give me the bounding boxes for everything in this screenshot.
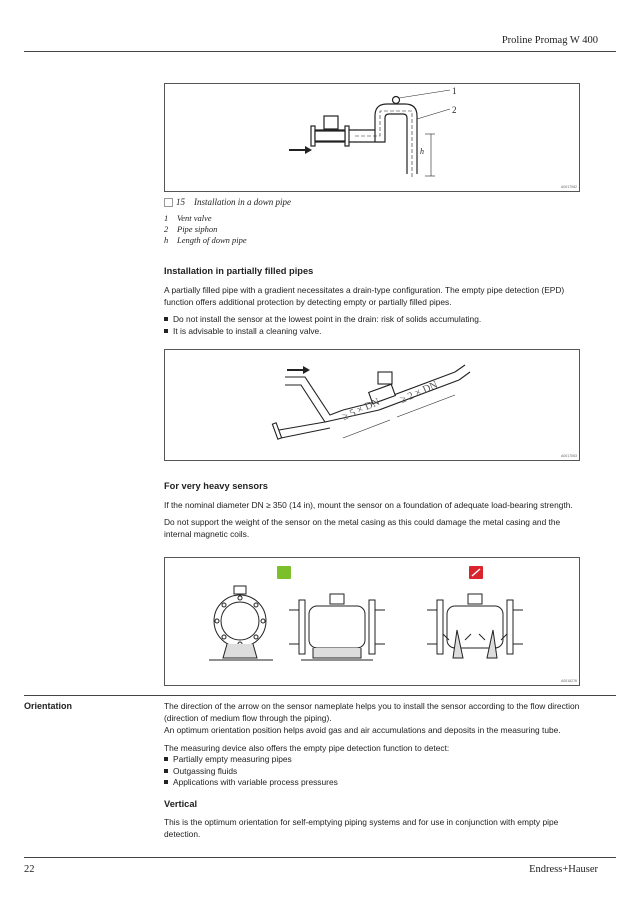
section-title-partial: Installation in partially filled pipes [164, 266, 314, 276]
dimension-2dn: ≥ 2 × DN [398, 379, 440, 406]
footer-rule [24, 857, 616, 858]
heavy-paragraph-2: Do not support the weight of the sensor on the metal casing as this could damage the metal casing and the internal magnetic coils. [164, 517, 561, 539]
figure-icon [164, 198, 173, 207]
flow-arrow-icon [289, 146, 312, 154]
list-item: Outgassing fluids [164, 766, 338, 778]
section-title-orientation: Orientation [24, 701, 73, 711]
label-h: h [420, 147, 424, 156]
partial-paragraph: A partially filled pipe with a gradient necessitates a drain-type configuration. The empty pipe detection (EPD) function offers additional protection by detecting empty or partially filled pipes. [164, 285, 565, 307]
not-ok-icon [469, 566, 483, 579]
vertical-paragraph: This is the optimum orientation for self-emptying piping systems and for use in conjunction with empty pipe detection. [164, 817, 559, 839]
section-rule [24, 695, 616, 696]
legend-item: 2 Pipe siphon [164, 224, 218, 234]
header-title: Proline Promag W 400 [501, 35, 598, 46]
list-item: Do not install the sensor at the lowest point in the drain: risk of solids accumulating. [164, 314, 481, 326]
caption-text: Installation in a down pipe [194, 197, 292, 207]
callout-2: 2 [452, 105, 457, 115]
callout-1: 1 [452, 86, 457, 96]
header-rule [24, 51, 616, 52]
section-title-vertical: Vertical [164, 799, 198, 809]
orientation-intro: The measuring device also offers the empty pipe detection function to detect: [164, 743, 450, 753]
down-pipe-diagram [165, 84, 579, 191]
dimension-5dn: ≥ 5 × DN [340, 396, 382, 423]
legend-item: 1 Vent valve [164, 213, 212, 223]
heavy-sensor-diagram [165, 558, 579, 685]
orientation-paragraph: The direction of the arrow on the sensor nameplate helps you to install the sensor according to the flow direction (direction of medium flow through the piping). An optimum orientation position helps avoid gas and air accumulations and deposits in the measuring tube. [164, 701, 580, 735]
figure-id: A0016276 [561, 679, 577, 683]
brand-name: Endress+Hauser [529, 864, 598, 875]
legend-item: h Length of down pipe [164, 235, 247, 245]
figure-down-pipe [164, 83, 580, 192]
list-item: Partially empty measuring pipes [164, 754, 338, 766]
caption-number: 15 [176, 197, 185, 207]
figure-partially-filled [164, 349, 580, 461]
figure-id: A0017062 [561, 185, 577, 189]
section-title-heavy: For very heavy sensors [164, 481, 268, 491]
list-item: It is advisable to install a cleaning valve. [164, 326, 481, 338]
orientation-bullets [164, 754, 338, 789]
partial-bullets [164, 314, 481, 337]
heavy-paragraph-1: If the nominal diameter DN ≥ 350 (14 in), mount the sensor on a foundation of adequate load-bearing strength. [164, 500, 573, 510]
page-number: 22 [24, 864, 35, 875]
figure-caption [164, 197, 291, 207]
list-item: Applications with variable process pressures [164, 777, 338, 789]
flow-arrow-icon [287, 366, 310, 374]
figure-id: A0017063 [561, 454, 577, 458]
ok-icon [277, 566, 291, 579]
figure-heavy-sensor [164, 557, 580, 686]
figure-legend [164, 213, 247, 246]
